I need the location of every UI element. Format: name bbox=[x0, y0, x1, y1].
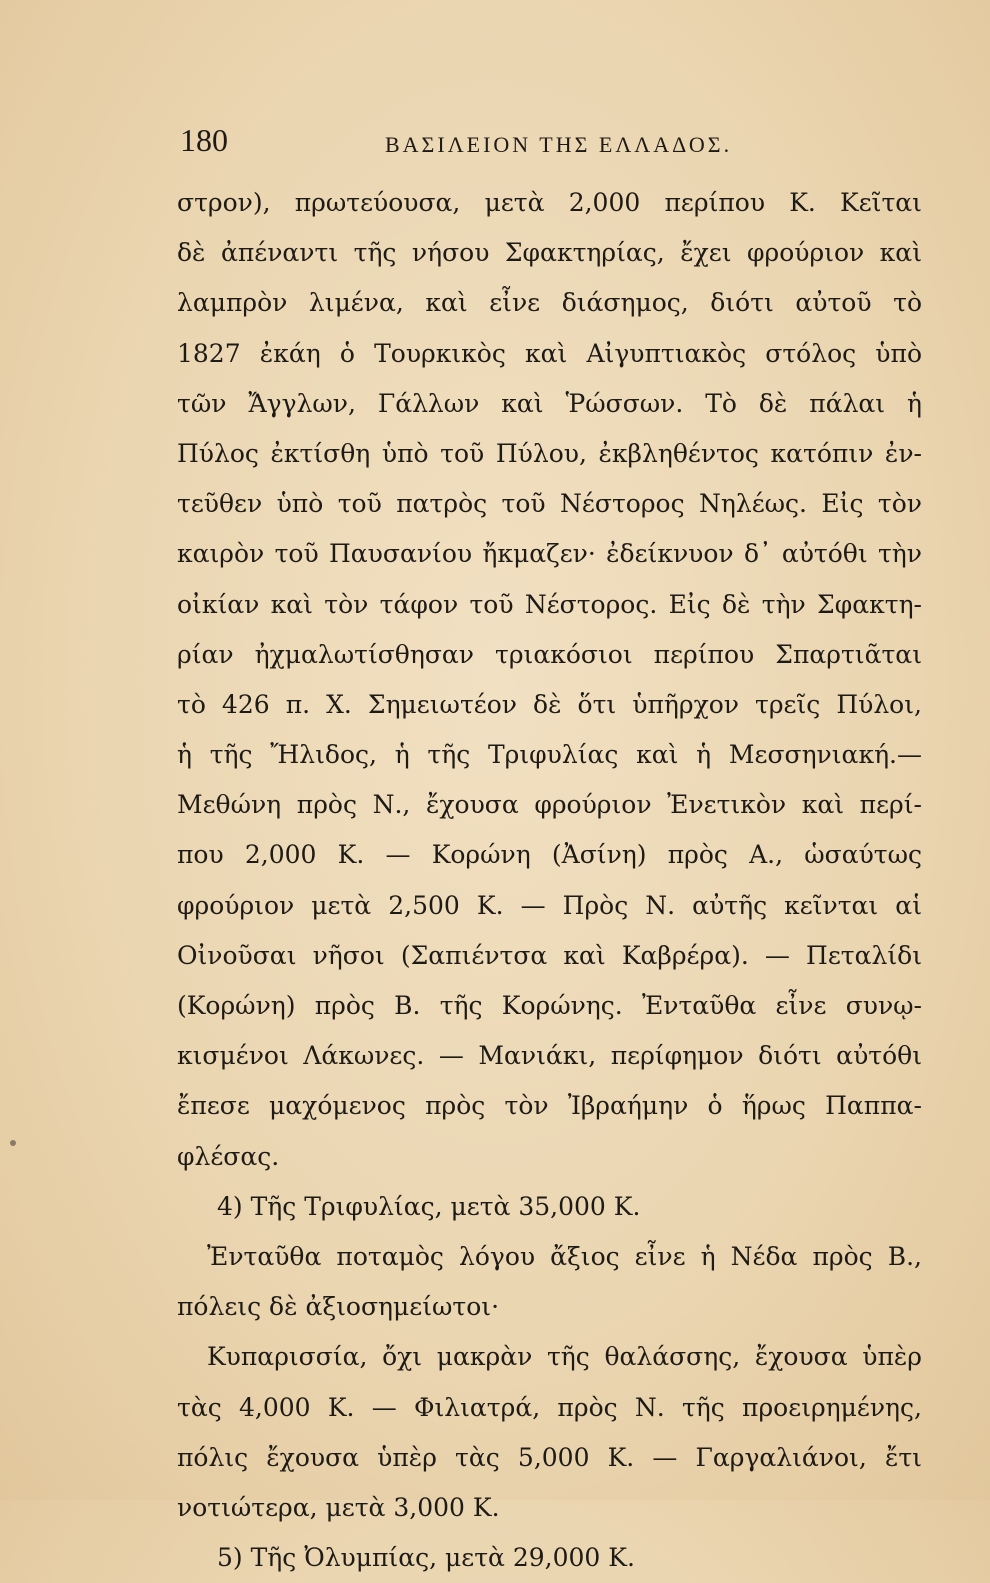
section-heading-triphylia: 4) Τῆς Τριφυλίας, μετὰ 35,000 Κ. bbox=[217, 1191, 641, 1221]
text-line: δὲ ἀπέναντι τῆς νήσου Σφακτηρίας, ἔχει φρούριον καὶ bbox=[177, 238, 922, 268]
text-line: πόλεις δὲ ἀξιοσημείωτοι· bbox=[177, 1292, 500, 1322]
text-line: Μεθώνη πρὸς Ν., ἔχουσα φρούριον Ἐνετικὸν καὶ περί- bbox=[177, 790, 922, 820]
text-line: Πύλος ἐκτίσθη ὑπὸ τοῦ Πύλου, ἐκβληθέντος κατόπιν ἐν- bbox=[177, 438, 922, 468]
text-line: (Κορώνη) πρὸς Β. τῆς Κορώνης. Ἐνταῦθα εἶνε συνῳ- bbox=[177, 991, 922, 1020]
page-number: 180 bbox=[180, 122, 228, 158]
text-line: νοτιώτερα, μετὰ 3,000 Κ. bbox=[177, 1492, 500, 1522]
text-line: οἰκίαν καὶ τὸν τάφον τοῦ Νέστορος. Εἰς δὲ τὴν Σφακτη- bbox=[177, 589, 922, 619]
text-line: στρον), πρωτεύουσα, μετὰ 2,000 περίπου Κ. Κεῖται bbox=[177, 188, 922, 217]
text-line: ρίαν ἠχμαλωτίσθησαν τριακόσιοι περίπου Σπαρτιᾶται bbox=[177, 639, 922, 669]
text-line: τεῦθεν ὑπὸ τοῦ πατρὸς τοῦ Νέστορος Νηλέως. Εἰς τὸν bbox=[177, 489, 922, 519]
text-line: 1827 ἐκάη ὁ Τουρκικὸς καὶ Αἰγυπτιακὸς στόλος ὑπὸ bbox=[177, 338, 922, 368]
text-line: τῶν Ἄγγλων, Γάλλων καὶ Ῥώσσων. Τὸ δὲ πάλαι ἡ bbox=[177, 388, 922, 418]
text-line: Κυπαρισσία, ὄχι μακρὰν τῆς θαλάσσης, ἔχουσα ὑπὲρ bbox=[207, 1342, 922, 1372]
text-line: τὸ 426 π. Χ. Σημειωτέον δὲ ὅτι ὑπῆρχον τρεῖς Πύλοι, bbox=[177, 689, 922, 719]
text-line: ἡ τῆς Ἤλιδος, ἡ τῆς Τριφυλίας καὶ ἡ Μεσσηνιακή.— bbox=[177, 740, 922, 770]
text-line: φρούριον μετὰ 2,500 Κ. — Πρὸς Ν. αὐτῆς κεῖνται αἱ bbox=[177, 890, 922, 920]
page-header bbox=[180, 122, 920, 162]
text-line: φλέσας. bbox=[177, 1141, 280, 1171]
text-line: πόλις ἔχουσα ὑπὲρ τὰς 5,000 Κ. — Γαργαλιάνοι, ἔτι bbox=[177, 1442, 922, 1472]
text-line: τὰς 4,000 Κ. — Φιλιατρά, πρὸς Ν. τῆς προειρημένης, bbox=[177, 1392, 922, 1422]
text-line: που 2,000 Κ. — Κορώνη (Ἀσίνη) πρὸς Α., ὡσαύτως bbox=[177, 840, 922, 870]
text-line: λαμπρὸν λιμένα, καὶ εἶνε διάσημος, διότι αὐτοῦ τὸ bbox=[177, 288, 922, 318]
text-line: ἔπεσε μαχόμενος πρὸς τὸν Ἰβραήμην ὁ ἥρως Παππα- bbox=[177, 1091, 922, 1121]
paper-speck bbox=[10, 1140, 16, 1146]
text-line: καιρὸν τοῦ Παυσανίου ἤκμαζεν· ἐδείκνυον δ᾽ αὐτόθι τὴν bbox=[177, 539, 922, 569]
running-title: ΒΑΣΙΛΕΙΟΝ ΤΗΣ ΕΛΛΑΔΟΣ. bbox=[385, 132, 733, 157]
text-line: κισμένοι Λάκωνες. — Μανιάκι, περίφημον διότι αὐτόθι bbox=[177, 1041, 922, 1071]
text-line: Οἰνοῦσαι νῆσοι (Σαπιέντσα καὶ Καβρέρα). — Πεταλίδι bbox=[177, 940, 922, 970]
body-text bbox=[177, 178, 922, 1583]
section-heading-olympia: 5) Τῆς Ὀλυμπίας, μετὰ 29,000 Κ. bbox=[217, 1543, 635, 1573]
text-line: Ἐνταῦθα ποταμὸς λόγου ἄξιος εἶνε ἡ Νέδα πρὸς Β., bbox=[207, 1241, 922, 1271]
